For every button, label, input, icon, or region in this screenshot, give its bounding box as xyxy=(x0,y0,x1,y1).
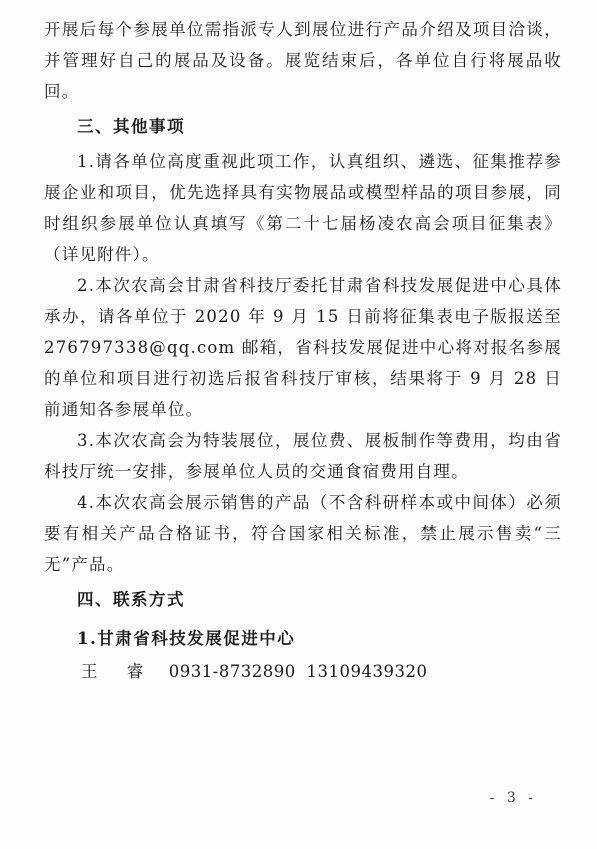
item-1-organize: 1.请各单位高度重视此项工作，认真组织、遴选、征集推荐参展企业和项目，优先选择具有实物展品或模型样品的项目参展，同时组织参展单位认真填写《第二十七届杨凌农高会项目征集表》（详见附件）。 xyxy=(44,152,562,264)
contact-line xyxy=(44,654,562,687)
item-4-products: 4.本次农高会展示销售的产品（不含科研样本或中间体）必须要有相关产品合格证书，符合国家相关标准，禁止展示售卖“三无”产品。 xyxy=(44,493,562,574)
page-number: - 3 - xyxy=(489,790,537,806)
contact-organization: 1.甘肃省科技发展促进中心 xyxy=(77,629,296,648)
contact-phone-mobile: 13109439320 xyxy=(306,662,428,681)
section-heading-contact: 四、联系方式 xyxy=(77,590,185,609)
document-body xyxy=(44,14,562,687)
item-2-submission: 2.本次农高会甘肃省科技厅委托甘肃省科技发展促进中心具体承办，请各单位于 2020 年 9 月 15 日前将征集表电子版报送至 276797338@qq.com 邮箱，省科技发展促进中心将对报名参展的单位和项目进行初选后报省科技厅审核，结果将于 9 月 28 日前通知各参展单位。 xyxy=(44,276,562,419)
paragraph-exhibit-management: 开展后每个参展单位需指派专人到展位进行产品介绍及项目洽谈，并管理好自己的展品及设备。展览结束后，各单位自行将展品收回。 xyxy=(44,20,562,101)
section-heading-other-matters: 三、其他事项 xyxy=(77,117,185,136)
contact-phone-landline: 0931-8732890 xyxy=(168,662,296,681)
contact-name: 王 睿 xyxy=(81,662,156,681)
item-3-fees: 3.本次农高会为特装展位，展位费、展板制作等费用，均由省科技厅统一安排，参展单位人员的交通食宿费用自理。 xyxy=(44,431,562,481)
